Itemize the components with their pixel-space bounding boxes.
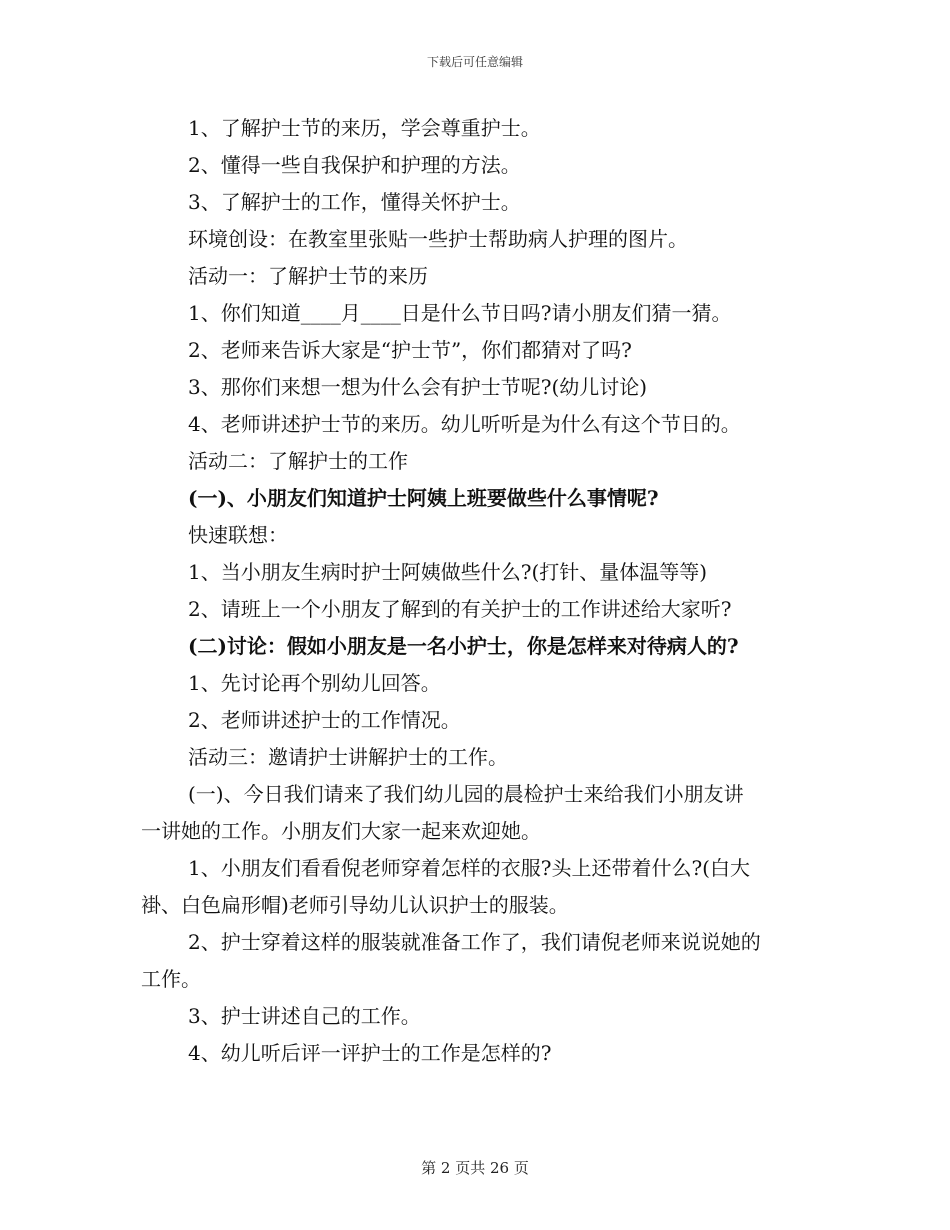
paragraph-line: 1、你们知道____月____日是什么节日吗?请小朋友们猜一猜。 [188,301,732,325]
paragraph-line: 2、护士穿着这样的服装就准备工作了，我们请倪老师来说说她的 [188,930,761,954]
page-footer: 第 2 页共 26 页 [421,1159,529,1177]
paragraph-line-continued: 工作。 [141,967,201,991]
paragraph-line: 4、幼儿听后评一评护士的工作是怎样的? [188,1041,552,1065]
paragraph-line: 快速联想： [188,523,288,547]
paragraph-line: 2、请班上一个小朋友了解到的有关护士的工作讲述给大家听? [188,597,732,621]
paragraph-line: 1、小朋友们看看倪老师穿着怎样的衣服?头上还带着什么?(白大 [188,856,750,880]
paragraph-line: 3、护士讲述自己的工作。 [188,1004,421,1028]
paragraph-line-continued: 一讲她的工作。小朋友们大家一起来欢迎她。 [141,819,541,843]
paragraph-line: 2、老师讲述护士的工作情况。 [188,708,461,732]
paragraph-line: 环境创设：在教室里张贴一些护士帮助病人护理的图片。 [188,227,688,251]
paragraph-line: 2、懂得一些自我保护和护理的方法。 [188,153,521,177]
document-body [141,110,811,1072]
paragraph-line: 1、当小朋友生病时护士阿姨做些什么?(打针、量体温等等) [188,560,708,584]
paragraph-line: (一)、今日我们请来了我们幼儿园的晨检护士来给我们小朋友讲 [188,782,744,806]
paragraph-line: 4、老师讲述护士节的来历。幼儿听听是为什么有这个节日的。 [188,412,741,436]
section-heading: 活动三：邀请护士讲解护士的工作。 [188,745,508,769]
paragraph-line: 3、了解护士的工作，懂得关怀护士。 [188,190,521,214]
paragraph-line: 3、那你们来想一想为什么会有护士节呢?(幼儿讨论) [188,375,648,399]
paragraph-line: 1、先讨论再个别幼儿回答。 [188,671,441,695]
paragraph-line: 1、了解护士节的来历，学会尊重护士。 [188,116,541,140]
page-header: 下载后可任意编辑 [426,55,523,69]
bold-subheading: (二)讨论：假如小朋友是一名小护士，你是怎样来对待病人的? [188,634,739,658]
paragraph-line-continued: 褂、白色扁形帽)老师引导幼儿认识护士的服装。 [141,893,569,917]
bold-subheading: (一)、小朋友们知道护士阿姨上班要做些什么事情呢? [188,486,659,510]
paragraph-line: 2、老师来告诉大家是“护士节”，你们都猜对了吗? [188,338,632,362]
section-heading: 活动二：了解护士的工作 [188,449,408,473]
section-heading: 活动一：了解护士节的来历 [188,264,428,288]
